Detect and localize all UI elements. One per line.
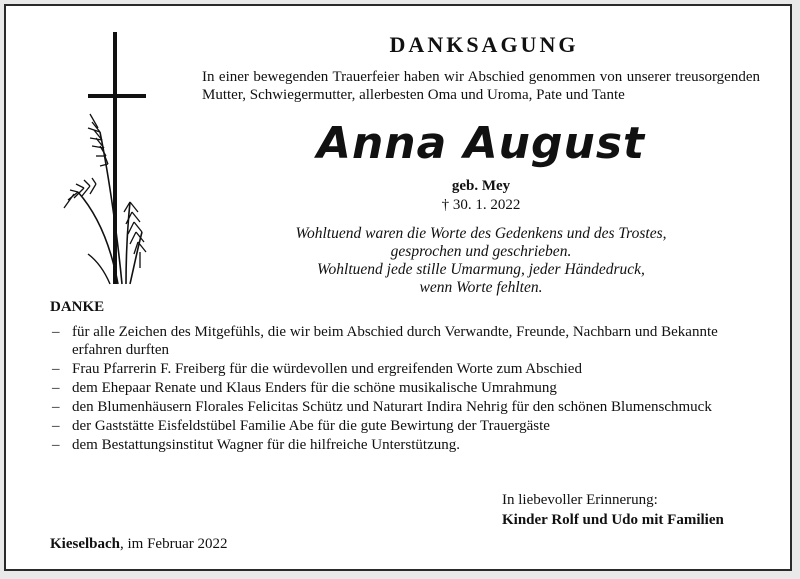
list-item-text: den Blumenhäusern Florales Felicitas Schütz und Naturart Indira Nehrig für den schönen Blumenschmuck [72, 399, 712, 415]
list-item [50, 360, 750, 378]
dash-bullet: – [52, 399, 60, 415]
list-item-text: Frau Pfarrerin F. Freiberg für die würdevollen und ergreifenden Worte zum Abschied [72, 361, 582, 377]
list-item [50, 436, 750, 454]
poem-line: gesprochen und geschrieben. [390, 243, 572, 260]
list-item-text: dem Ehepaar Renate und Klaus Enders für die schöne musikalische Umrahmung [72, 380, 557, 396]
list-item [50, 398, 750, 416]
birth-name: geb. Mey [451, 178, 511, 194]
list-item-text: dem Bestattungsinstitut Wagner für die hilfreiche Unterstützung. [72, 437, 461, 453]
list-item-text: der Gaststätte Eisfeldstübel Familie Abe für die gute Bewirtung der Trauergäste [72, 418, 550, 434]
closing-block [502, 490, 724, 530]
cross-with-wheat-icon [60, 32, 160, 292]
dash-bullet: – [52, 418, 60, 434]
dash-bullet: – [52, 361, 60, 377]
list-item [50, 417, 750, 435]
list-item-text: für alle Zeichen des Mitgefühls, die wir beim Abschied durch Verwandte, Freunde, Nachbarn und Bekannte erfahren durften [72, 324, 718, 358]
poem-line: Wohltuend waren die Worte des Gedenkens und des Trostes, [295, 225, 667, 242]
date: , im Februar 2022 [120, 536, 228, 552]
intro-text: In einer bewegenden Trauerfeier haben wir Abschied genommen von unserer treusorgenden Mutter, Schwiegermutter, allerbesten Oma und Uroma, Pate und Tante [202, 69, 760, 103]
place-and-date [50, 536, 227, 553]
poem-line: Wohltuend jede stille Umarmung, jeder Händedruck, [317, 261, 645, 278]
town: Kieselbach [50, 536, 120, 552]
thanks-list [50, 323, 750, 455]
poem [202, 225, 760, 297]
list-item [50, 379, 750, 397]
death-date: † 30. 1. 2022 [441, 197, 521, 213]
list-item [50, 323, 750, 359]
poem-line: wenn Worte fehlten. [419, 279, 543, 296]
deceased-name: Anna August [316, 118, 646, 169]
signers: Kinder Rolf und Udo mit Familien [502, 512, 724, 528]
page-title: DANKSAGUNG [389, 32, 579, 57]
dash-bullet: – [52, 437, 60, 453]
dash-bullet: – [52, 380, 60, 396]
closing-line: In liebevoller Erinnerung: [502, 492, 658, 508]
thanks-heading: DANKE [50, 299, 105, 315]
dash-bullet: – [52, 324, 60, 340]
obituary-card [4, 4, 792, 571]
